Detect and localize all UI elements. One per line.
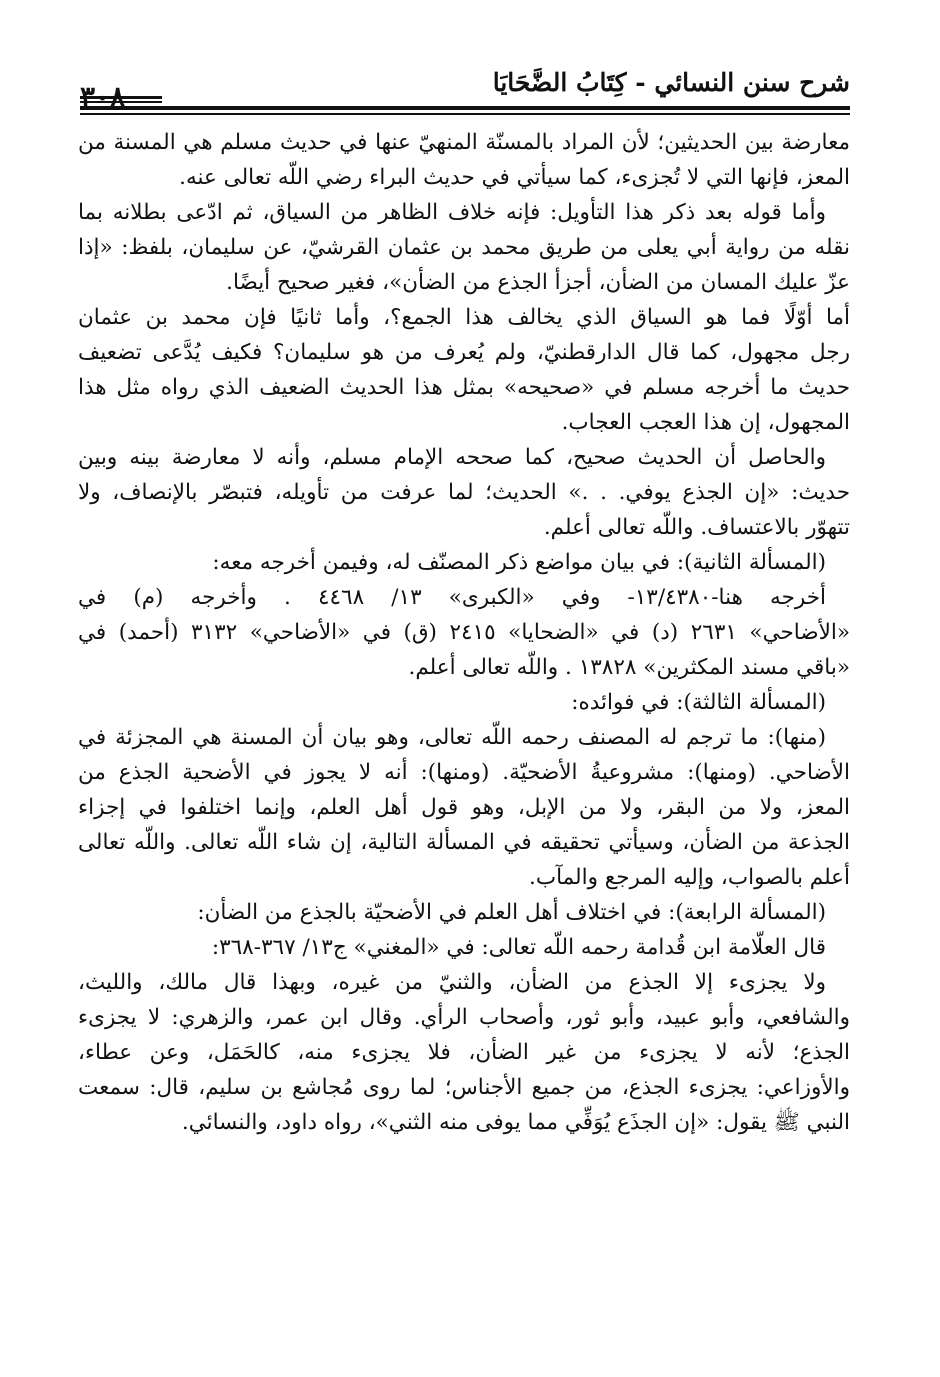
text-line: (المسألة الثالثة): في فوائده: bbox=[571, 690, 826, 715]
text-line: وأما قوله بعد ذكر هذا التأويل: فإنه خلاف الظاهر من السياق، ثم ادّعى بطلانه بما bbox=[78, 200, 826, 225]
running-title: شرح سنن النسائي - كِتَابُ الضَّحَايَا bbox=[492, 68, 850, 97]
text-line: أخرجه هنا-١٣/٤٣٨٠- وفي «الكبرى» ١٣/ ٤٤٦٨ . وأخرجه (م) في bbox=[78, 585, 826, 610]
text-line: الجذع؛ لأنه لا يجزىء من غير الضأن، فلا يجزىء منه، كالحَمَل، وعن عطاء، bbox=[78, 1040, 850, 1065]
text-line: قال العلّامة ابن قُدامة رحمه اللّه تعالى: في «المغني» ج١٣/ ٣٦٧-٣٦٨: bbox=[211, 935, 826, 960]
text-line: معارضة بين الحديثين؛ لأن المراد بالمسنّة المنهيّ عنها في حديث مسلم هي المسنة من bbox=[78, 130, 850, 155]
text-line: أما أوّلًا فما هو السياق الذي يخالف هذا الجمع؟، وأما ثانيًا فإن محمد بن عثمان bbox=[78, 305, 850, 330]
body-text bbox=[78, 125, 850, 1140]
text-line: المعز، فإنها التي لا تُجزىء، كما سيأتي في حديث البراء رضي اللّه تعالى عنه. bbox=[179, 165, 850, 190]
text-line: أعلم بالصواب، وإليه المرجع والمآب. bbox=[529, 865, 850, 890]
text-line: رجل مجهول، كما قال الدارقطنيّ، ولم يُعرف من هو سليمان؟ فكيف يُدَّعى تضعيف bbox=[78, 340, 850, 365]
text-line: الأضاحي. (ومنها): مشروعيةُ الأضحيّة. (ومنها): أنه لا يجوز في الأضحية الجذع من bbox=[78, 760, 850, 785]
text-line: (منها): ما ترجم له المصنف رحمه اللّه تعالى، وهو بيان أن المسنة هي المجزئة في bbox=[78, 725, 826, 750]
text-line: النبي ﷺ يقول: «إن الجذَع يُوَفِّي مما يوفى منه الثني»، رواه داود، والنسائي. bbox=[181, 1110, 850, 1135]
text-line: نقله من رواية أبي يعلى من طريق محمد بن عثمان القرشيّ، عن سليمان، بلفظ: «إذا bbox=[78, 235, 850, 260]
text-line: تتهوّر بالاعتساف. واللّه تعالى أعلم. bbox=[543, 515, 850, 540]
text-line: «باقي مسند المكثرين» ١٣٨٢٨ . واللّه تعالى أعلم. bbox=[408, 655, 850, 680]
text-line: الجذعة من الضأن، وسيأتي تحقيقه في المسألة التالية، إن شاء اللّه تعالى. واللّه تعالى bbox=[78, 830, 850, 855]
text-line: المعز، ولا من البقر، ولا من الإبل، وهو قول أهل العلم، وإنما اختلفوا في إجزاء bbox=[78, 795, 850, 820]
text-line: (المسألة الثانية): في بيان مواضع ذكر المصنّف له، وفيمن أخرجه معه: bbox=[212, 550, 826, 575]
text-line: حديث: «إن الجذع يوفي. . .» الحديث؛ لما عرفت من تأويله، فتبصّر بالإنصاف، ولا bbox=[78, 480, 850, 505]
text-line: المجهول، إن هذا العجب العجاب. bbox=[561, 410, 850, 435]
text-line: «الأضاحي» ٢٦٣١ (د) في «الضحايا» ٢٤١٥ (ق) في «الأضاحي» ٣١٣٢ (أحمد) في bbox=[78, 620, 850, 645]
header-rule-short-top bbox=[80, 96, 162, 99]
text-line: عزّ عليك المسان من الضأن، أجزأ الجذع من الضأن»، فغير صحيح أيضًا. bbox=[226, 270, 850, 295]
text-line: ولا يجزىء إلا الجذع من الضأن، والثنيّ من غيره، وبهذا قال مالك، والليث، bbox=[78, 970, 826, 995]
text-line: والشافعي، وأبو عبيد، وأبو ثور، وأصحاب الرأي. وقال ابن عمر، والزهري: لا يجزىء bbox=[78, 1005, 850, 1030]
text-line: والأوزاعي: يجزىء الجذع، من جميع الأجناس؛ لما روى مُجاشع بن سليم، قال: سمعت bbox=[78, 1075, 850, 1100]
text-line: حديث ما أخرجه مسلم في «صحيحه» بمثل هذا الحديث الضعيف الذي رواه مثل هذا bbox=[78, 375, 850, 400]
header-rule-short-mid bbox=[80, 101, 162, 103]
header-rule-thick bbox=[80, 106, 850, 110]
header-rule-thin bbox=[80, 113, 850, 115]
page-header bbox=[80, 62, 850, 102]
text-line: (المسألة الرابعة): في اختلاف أهل العلم في الأضحيّة بالجذع من الضأن: bbox=[197, 900, 826, 925]
text-line: والحاصل أن الحديث صحيح، كما صححه الإمام مسلم، وأنه لا معارضة بينه وبين bbox=[78, 445, 826, 470]
